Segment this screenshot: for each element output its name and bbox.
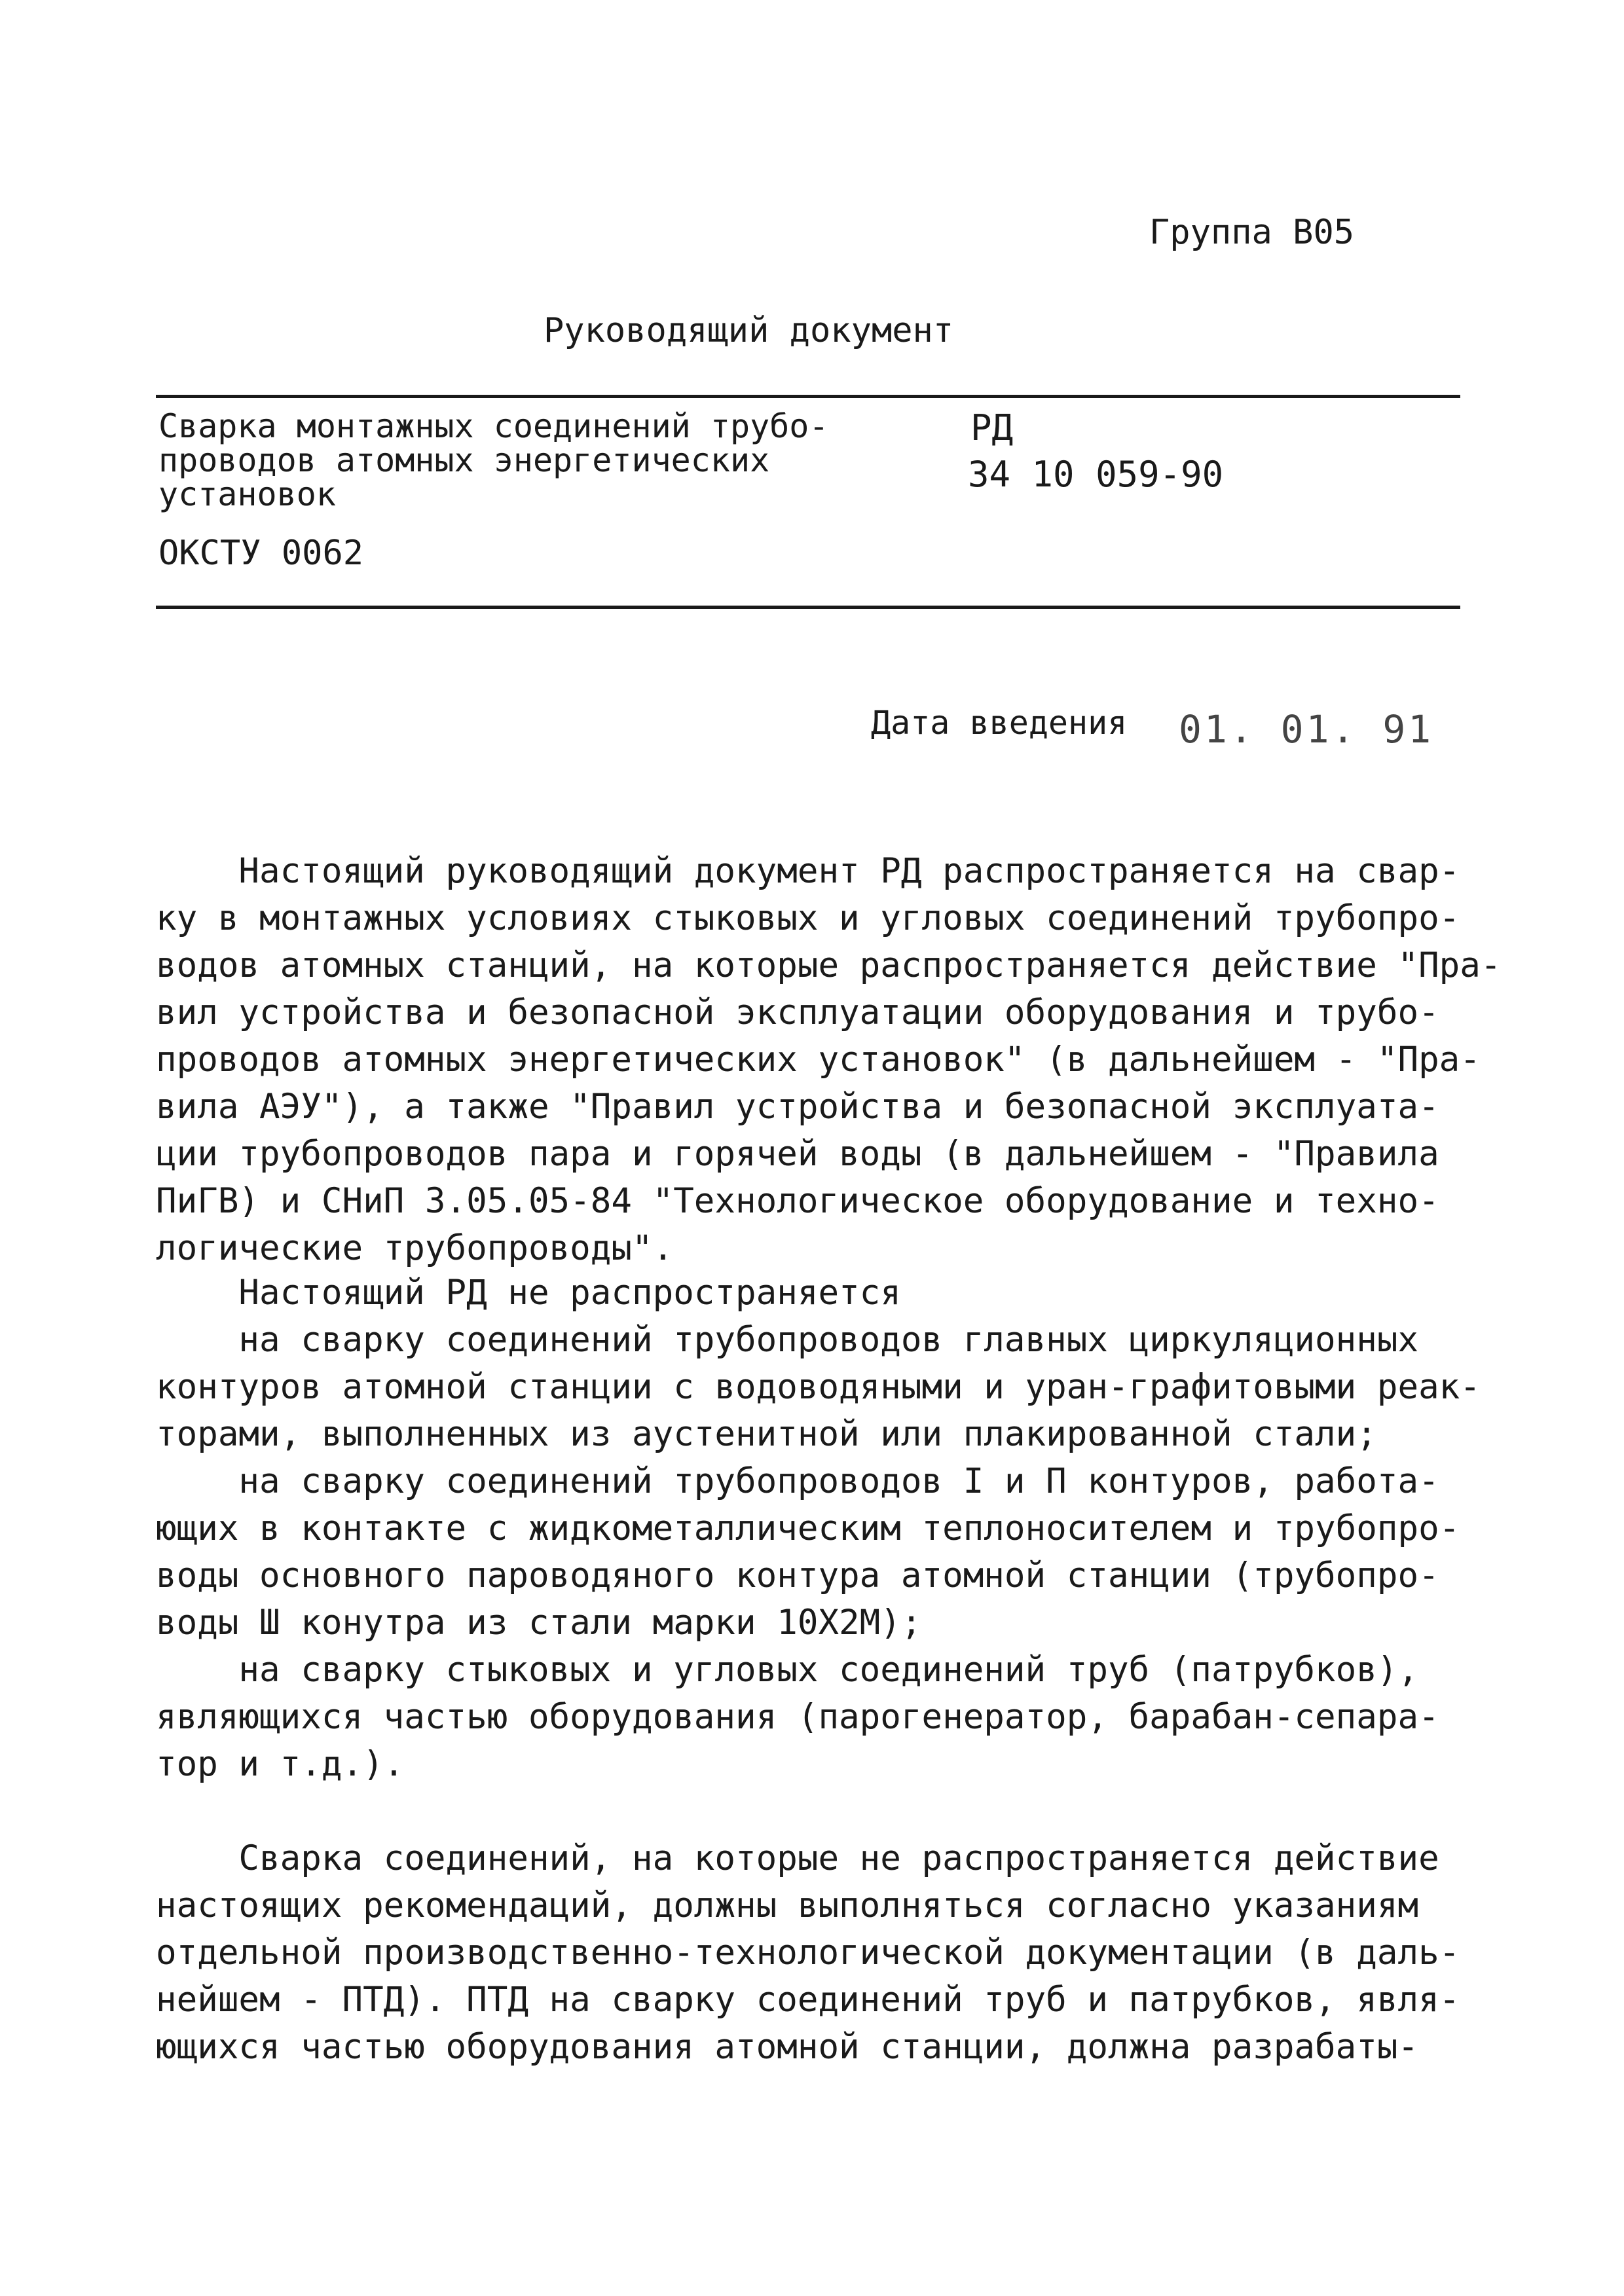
text-line: контуров атомной станции с водоводяными и уран-графитовыми реак- — [156, 1367, 1481, 1407]
paragraph-exclusions — [156, 1269, 1481, 1788]
text-line: ку в монтажных условиях стыковых и угловых соединений трубопро- — [156, 898, 1460, 938]
title-block-top-rule — [156, 395, 1460, 398]
title-block-bottom-rule — [156, 606, 1460, 609]
title-line: Сварка монтажных соединений трубо- — [158, 407, 829, 445]
paragraph-scope — [156, 848, 1502, 1272]
text-line: вил устройства и безопасной эксплуатации оборудования и трубо- — [156, 993, 1439, 1032]
text-line: ции трубопроводов пара и горячей воды (в дальнейшем - "Правила — [156, 1134, 1439, 1174]
intro-date-label: Дата введения — [871, 704, 1128, 742]
text-line: проводов атомных энергетических установок" (в дальнейшем - "Пра- — [156, 1040, 1481, 1080]
text-line: ющихся частью оборудования атомной станции, должна разрабаты- — [156, 2027, 1419, 2067]
text-line: на сварку соединений трубопроводов I и П контуров, работа- — [156, 1461, 1439, 1501]
text-line: вила АЭУ"), а также "Правил устройства и безопасной эксплуата- — [156, 1087, 1439, 1127]
rd-number: 34 10 059-90 — [968, 454, 1224, 495]
text-line: воды Ш конутра из стали марки 10Х2М); — [156, 1603, 922, 1643]
text-line: нейшем - ПТД). ПТД на сварку соединений труб и патрубков, явля- — [156, 1980, 1460, 2020]
text-line: отдельной производственно-технологической документации (в даль- — [156, 1933, 1460, 1973]
text-line: настоящих рекомендаций, должны выполняться согласно указаниям — [156, 1886, 1419, 1925]
text-line: Сварка соединений, на которые не распространяется действие — [156, 1838, 1439, 1878]
text-line: Настоящий руководящий документ РД распространяется на свар- — [156, 851, 1460, 891]
text-line: ПиГВ) и СНиП 3.05.05-84 "Технологическое оборудование и техно- — [156, 1181, 1439, 1221]
text-line: водов атомных станций, на которые распространяется действие "Пра- — [156, 945, 1502, 985]
document-title — [158, 409, 829, 511]
text-line: Настоящий РД не распространяется — [156, 1273, 901, 1313]
text-line: ющих в контакте с жидкометаллическим теплоносителем и трубопро- — [156, 1508, 1460, 1548]
okstu-code: ОКСТУ 0062 — [158, 534, 364, 573]
text-line: являющихся частью оборудования (парогенератор, барабан-сепара- — [156, 1697, 1439, 1737]
text-line: воды основного пароводяного контура атомной станции (трубопро- — [156, 1556, 1439, 1595]
rd-label: РД — [970, 407, 1014, 448]
group-code: Группа В05 — [1149, 213, 1355, 252]
text-line: тор и т.д.). — [156, 1744, 405, 1784]
paragraph-ptd — [156, 1835, 1460, 2071]
title-line: установок — [158, 475, 336, 513]
text-line: на сварку стыковых и угловых соединений труб (патрубков), — [156, 1650, 1419, 1690]
intro-date-value: 01. 01. 91 — [1179, 707, 1434, 752]
text-line: на сварку соединений трубопроводов главных циркуляционных — [156, 1320, 1419, 1360]
text-line: логические трубопроводы". — [156, 1228, 674, 1268]
text-line: торами, выполненных из аустенитной или плакированной стали; — [156, 1414, 1377, 1454]
title-line: проводов атомных энергетических — [158, 441, 770, 479]
document-type-heading: Руководящий документ — [544, 311, 954, 350]
